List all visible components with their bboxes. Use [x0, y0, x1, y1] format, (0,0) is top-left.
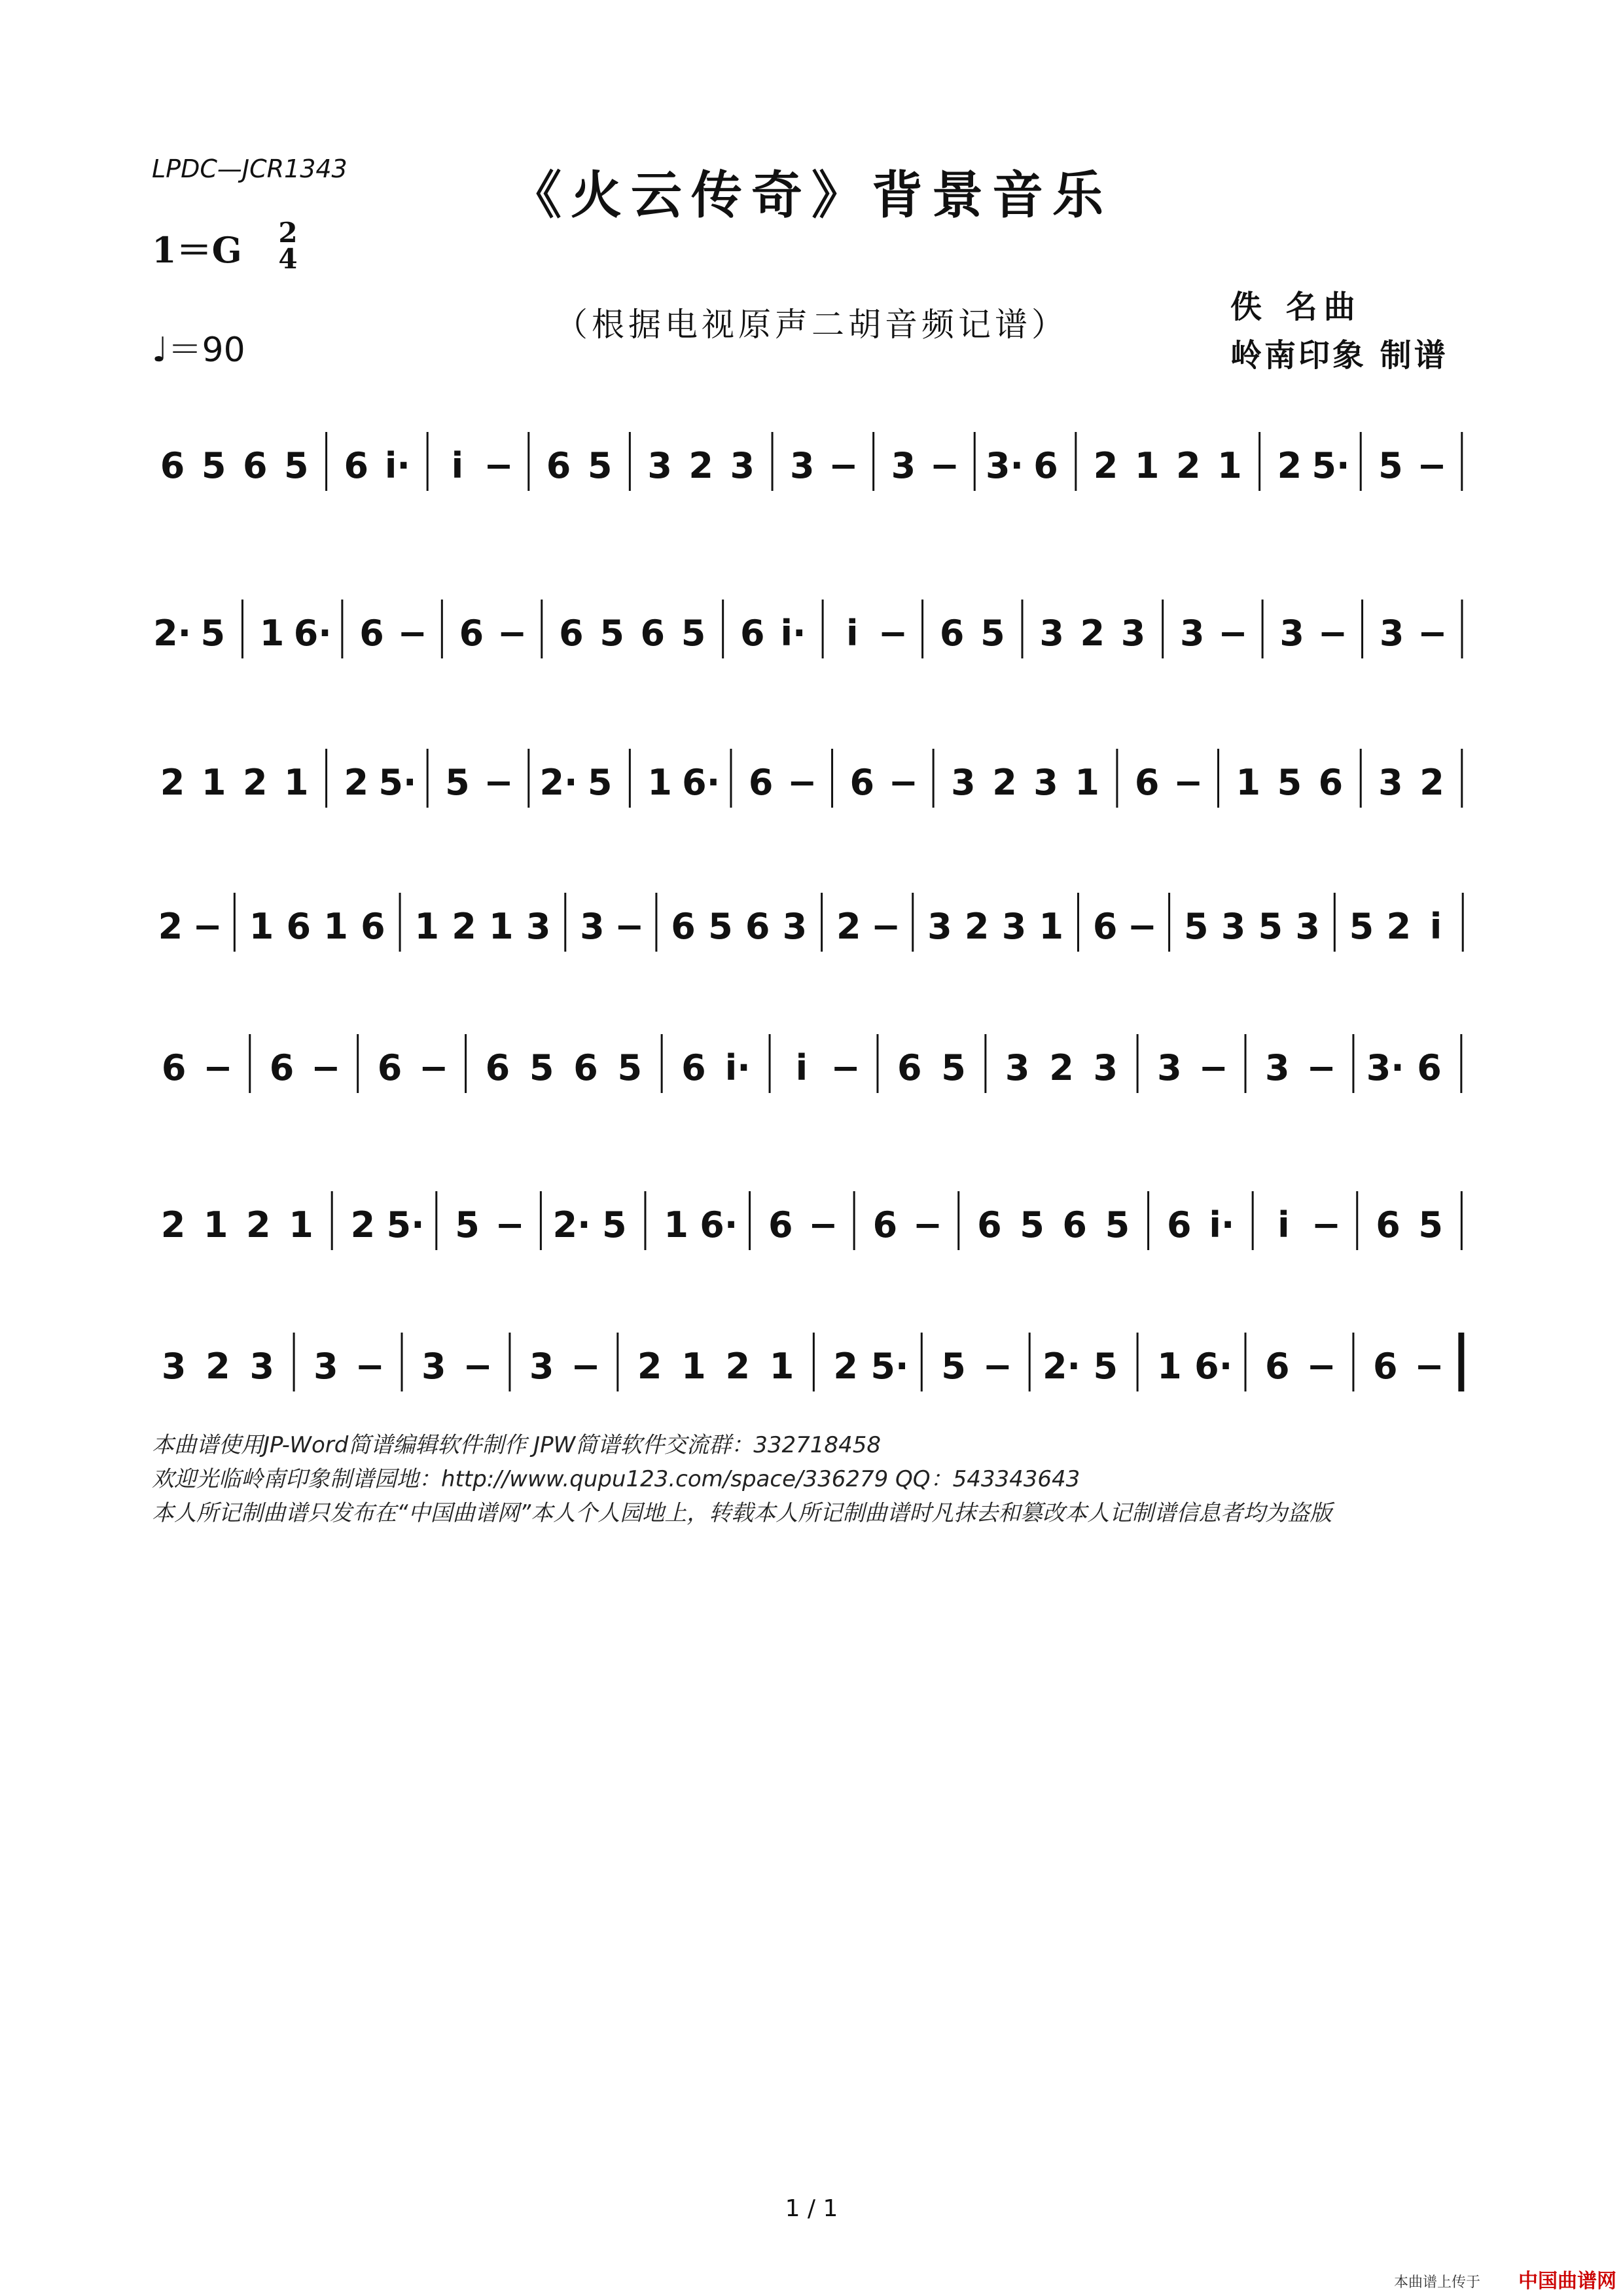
note: −	[1306, 1346, 1336, 1387]
note: 2	[637, 1346, 662, 1387]
note: 3	[161, 1346, 187, 1387]
note: 5	[941, 1047, 966, 1088]
notation-svg	[152, 867, 1471, 971]
note: 1	[647, 762, 672, 803]
note: 6	[939, 613, 965, 654]
note: 2·	[1042, 1346, 1081, 1387]
note: 2	[836, 906, 861, 947]
upload-note: 本曲谱上传于	[1394, 2274, 1481, 2291]
note: 3	[1001, 906, 1027, 947]
note: 2	[1386, 906, 1412, 947]
note: 5	[445, 762, 470, 803]
note: 2	[1277, 445, 1302, 486]
note: 5·	[378, 762, 417, 803]
note: 6	[1376, 1204, 1400, 1246]
arranger-credit: 岭南印象 制谱	[1230, 337, 1448, 374]
score-subtitle: （根据电视原声二胡音频记谱）	[555, 306, 1068, 344]
note: i	[451, 445, 464, 486]
note: 2	[964, 906, 990, 947]
note: 1	[1134, 445, 1160, 486]
note: 5	[455, 1204, 480, 1246]
note: 6	[161, 1047, 187, 1088]
notation-svg	[152, 723, 1471, 827]
note: 6	[1167, 1204, 1192, 1246]
score-title: 《火云传奇》背景音乐	[510, 166, 1113, 225]
note: −	[1218, 613, 1248, 654]
note: 3	[1179, 613, 1205, 654]
note: 5	[1349, 906, 1374, 947]
note: −	[830, 1047, 861, 1088]
note: 6·	[293, 613, 332, 654]
note: 2	[246, 1204, 271, 1246]
note: 5	[200, 613, 226, 654]
note: i·	[780, 613, 806, 654]
meter-top: 2	[278, 217, 298, 249]
note: 6	[459, 613, 484, 654]
notation-line-3	[152, 723, 1471, 827]
note: −	[870, 906, 901, 947]
note: 2	[1049, 1047, 1074, 1088]
note: 1	[664, 1204, 688, 1246]
note: 2·	[552, 1204, 591, 1246]
note: 2	[1419, 762, 1444, 803]
note: 1	[681, 1346, 706, 1387]
note: 3	[1120, 613, 1146, 654]
note: −	[495, 1204, 525, 1246]
composer-credit: 佚 名曲	[1230, 289, 1362, 325]
notation-line-1	[152, 406, 1471, 511]
note: −	[571, 1346, 601, 1387]
note: 2	[205, 1346, 230, 1387]
note: 6	[1062, 1204, 1088, 1246]
note: 3	[526, 906, 551, 947]
note: 5	[587, 762, 613, 803]
note: 1	[259, 613, 285, 654]
note: 2	[1175, 445, 1201, 486]
note: 6·	[700, 1204, 738, 1246]
note: 5	[1258, 906, 1283, 947]
note: −	[912, 1204, 943, 1246]
note: 2	[992, 762, 1017, 803]
note: 3	[1279, 613, 1305, 654]
note: −	[787, 762, 817, 803]
note: 3	[249, 1346, 275, 1387]
note: i·	[384, 445, 410, 486]
note: −	[397, 613, 427, 654]
note: −	[1414, 1346, 1444, 1387]
tempo-marking: ♩＝90	[152, 331, 245, 370]
note: 3	[421, 1346, 446, 1387]
notation-line-6	[152, 1165, 1471, 1270]
notation-line-7	[152, 1306, 1471, 1411]
note: 3	[927, 906, 952, 947]
note: 2	[242, 762, 268, 803]
note: 5	[980, 613, 1005, 654]
note: −	[1317, 613, 1348, 654]
note: 5	[284, 445, 309, 486]
note: 6	[681, 1047, 706, 1088]
note: 3	[1379, 613, 1404, 654]
note: 6	[344, 445, 369, 486]
note: 5	[1277, 762, 1302, 803]
note: 1	[249, 906, 274, 947]
note: 1	[1236, 762, 1261, 803]
note: 2	[158, 906, 183, 947]
note: −	[1417, 445, 1447, 486]
note: 2·	[539, 762, 578, 803]
note: i·	[724, 1047, 751, 1088]
note: −	[192, 906, 223, 947]
note: −	[1418, 613, 1448, 654]
note: 6	[160, 445, 185, 486]
note: 1	[1157, 1346, 1182, 1387]
note: 6	[849, 762, 875, 803]
note: i	[1429, 906, 1442, 947]
note: 3	[891, 445, 916, 486]
note: 3	[1005, 1047, 1030, 1088]
note: 6	[269, 1047, 294, 1088]
note: −	[1127, 906, 1158, 947]
note: 5	[1183, 906, 1209, 947]
note: 3	[1295, 906, 1320, 947]
page-number: 1 / 1	[785, 2195, 838, 2222]
note: 6	[559, 613, 584, 654]
note: 1	[769, 1346, 794, 1387]
note: −	[829, 445, 859, 486]
note: 1	[323, 906, 348, 947]
footer-software-note: 本曲谱使用JP-Word简谱编辑软件制作 JPW简谱软件交流群：332718458	[152, 1432, 881, 1458]
note: 2·	[153, 613, 192, 654]
note: 5	[708, 906, 733, 947]
note: −	[888, 762, 919, 803]
note: 2	[160, 762, 185, 803]
note: 3	[782, 906, 808, 947]
note: 5	[529, 1047, 554, 1088]
notation-svg	[152, 1165, 1471, 1270]
note: 2	[833, 1346, 858, 1387]
meter-bottom: 4	[278, 243, 298, 275]
note: 3	[529, 1346, 554, 1387]
note: 6	[1372, 1346, 1398, 1387]
note: −	[615, 906, 645, 947]
note: 2	[725, 1346, 751, 1387]
note: 6	[546, 445, 571, 486]
note: 3	[1265, 1047, 1290, 1088]
note: 5	[617, 1047, 643, 1088]
note: 3	[790, 445, 815, 486]
note: 5	[1020, 1204, 1044, 1246]
footer-copyright-note: 本人所记制曲谱只发布在“中国曲谱网”本人个人园地上，转载本人所记制曲谱时凡抹去和篡改本人记制谱信息者均为盗版	[152, 1500, 1332, 1526]
note: i	[846, 613, 859, 654]
note: −	[1311, 1204, 1342, 1246]
note: 3	[1221, 906, 1246, 947]
notation-svg	[152, 573, 1471, 678]
note: 3	[647, 445, 672, 486]
note: 3	[1033, 762, 1058, 803]
note: 3·	[1366, 1047, 1404, 1088]
note: i	[795, 1047, 808, 1088]
time-signature	[274, 217, 302, 275]
footer-website-note: 欢迎光临岭南印象制谱园地：http://www.qupu123.com/space/336279 QQ：543343643	[152, 1466, 1080, 1492]
note: 5	[1378, 445, 1403, 486]
note: 5·	[1311, 445, 1350, 486]
note: i	[1277, 1204, 1290, 1246]
note: 6	[768, 1204, 793, 1246]
key-signature: 1＝G	[152, 229, 242, 271]
note: 3·	[985, 445, 1024, 486]
note: 2	[344, 762, 369, 803]
note: 6	[485, 1047, 510, 1088]
note: −	[1173, 762, 1204, 803]
note: 1	[203, 1204, 228, 1246]
note: −	[484, 762, 514, 803]
site-brand: 中国曲谱网	[1518, 2270, 1616, 2293]
note: 2	[1093, 445, 1118, 486]
notation-svg	[152, 1306, 1471, 1411]
note: −	[203, 1047, 233, 1088]
note: 6	[359, 613, 384, 654]
note: 6	[671, 906, 696, 947]
note: 1	[1075, 762, 1099, 803]
note: 5	[681, 613, 706, 654]
note: 1	[414, 906, 440, 947]
note: 2	[688, 445, 714, 486]
note: 2	[452, 906, 476, 947]
note: −	[355, 1346, 385, 1387]
notation-line-5	[152, 1008, 1471, 1113]
note: 6	[1318, 762, 1344, 803]
note: −	[463, 1346, 493, 1387]
note: 6	[740, 613, 765, 654]
note: 3	[1039, 613, 1064, 654]
note: 6	[640, 613, 666, 654]
note: 2	[160, 1204, 186, 1246]
note: 3	[730, 445, 755, 486]
notation-svg	[152, 1008, 1471, 1113]
notation-svg	[152, 406, 1471, 511]
note: 6	[977, 1204, 1002, 1246]
note: 6	[377, 1047, 402, 1088]
note: −	[497, 613, 527, 654]
note: 5·	[870, 1346, 909, 1387]
note: i·	[1209, 1204, 1235, 1246]
note: 6	[286, 906, 312, 947]
note: 5·	[386, 1204, 425, 1246]
note: 3	[580, 906, 605, 947]
note: 5	[1418, 1204, 1443, 1246]
note: 1	[284, 762, 309, 803]
note: −	[982, 1346, 1013, 1387]
note: −	[484, 445, 514, 486]
note: 1	[201, 762, 226, 803]
note: 2	[1080, 613, 1105, 654]
note: 6	[361, 906, 385, 947]
note: 6	[573, 1047, 598, 1088]
note: 5	[599, 613, 624, 654]
score-code: LPDC—JCR1343	[152, 154, 348, 183]
notation-line-2	[152, 573, 1471, 678]
note: 3	[1378, 762, 1403, 803]
note: 6	[1265, 1346, 1290, 1387]
note: 3	[1093, 1047, 1118, 1088]
note: 3	[1157, 1047, 1182, 1088]
note: −	[1198, 1047, 1228, 1088]
note: −	[1306, 1047, 1336, 1088]
note: 5	[1093, 1346, 1118, 1387]
note: −	[878, 613, 908, 654]
note: 6	[1417, 1047, 1442, 1088]
note: 6	[1134, 762, 1160, 803]
note: 2	[350, 1204, 376, 1246]
note: 6	[897, 1047, 922, 1088]
note: 1	[289, 1204, 313, 1246]
note: 6·	[682, 762, 721, 803]
note: 5	[941, 1346, 966, 1387]
note: −	[808, 1204, 838, 1246]
note: 6	[748, 762, 774, 803]
note: 5	[587, 445, 613, 486]
note: −	[419, 1047, 449, 1088]
note: 6	[745, 906, 770, 947]
note: 6	[242, 445, 268, 486]
note: 6	[1092, 906, 1118, 947]
note: −	[311, 1047, 341, 1088]
note: −	[929, 445, 960, 486]
note: 6	[1033, 445, 1058, 486]
note: 6	[872, 1204, 898, 1246]
note: 1	[1217, 445, 1242, 486]
note: 3	[313, 1346, 338, 1387]
notation-line-4	[152, 867, 1471, 971]
note: 6·	[1194, 1346, 1233, 1387]
note: 5	[201, 445, 226, 486]
note: 5	[601, 1204, 627, 1246]
note: 1	[489, 906, 514, 947]
note: 5	[1105, 1204, 1130, 1246]
note: 1	[1039, 906, 1064, 947]
note: 3	[951, 762, 976, 803]
